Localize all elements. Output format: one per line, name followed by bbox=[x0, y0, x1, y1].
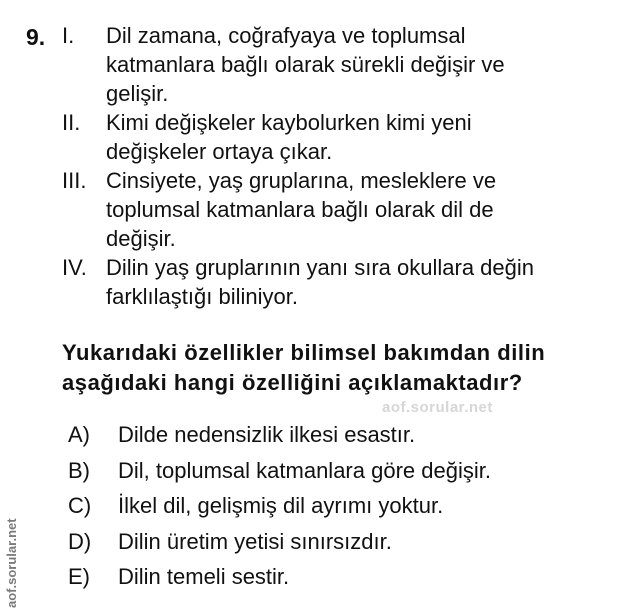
statement-1 bbox=[62, 21, 622, 108]
statement-line: Dilin yaş gruplarının yanı sıra okullara değin bbox=[106, 255, 535, 280]
question-stem bbox=[62, 338, 627, 398]
statement-line: değişir. bbox=[106, 226, 176, 251]
statement-line: Kimi değişkeler kaybolurken kimi yeni bbox=[106, 110, 472, 135]
option-d[interactable] bbox=[68, 528, 588, 564]
question-stem-line: aşağıdaki hangi özelliğini açıklamaktadır? bbox=[62, 370, 523, 395]
statement-4 bbox=[62, 253, 622, 311]
statement-numeral: III. bbox=[62, 168, 87, 193]
option-text: İlkel dil, gelişmiş dil ayrımı yoktur. bbox=[118, 493, 444, 518]
statement-numeral: IV. bbox=[62, 255, 87, 280]
statement-line: toplumsal katmanlara bağlı olarak dil de bbox=[106, 197, 494, 222]
option-letter: A) bbox=[68, 422, 90, 447]
option-text: Dilin temeli sestir. bbox=[118, 564, 290, 589]
statement-numeral: I. bbox=[62, 23, 75, 48]
option-a[interactable] bbox=[68, 421, 588, 457]
option-c[interactable] bbox=[68, 492, 588, 528]
statement-text bbox=[106, 253, 622, 311]
option-letter: C) bbox=[68, 493, 92, 518]
statement-2 bbox=[62, 108, 622, 166]
option-text: Dilde nedensizlik ilkesi esastır. bbox=[118, 422, 416, 447]
question-number: 9. bbox=[26, 24, 46, 50]
statement-numeral: II. bbox=[62, 110, 81, 135]
statement-line: Dil zamana, coğrafyaya ve toplumsal bbox=[106, 23, 466, 48]
option-letter: E) bbox=[68, 564, 90, 589]
question-stem-line: Yukarıdaki özellikler bilimsel bakımdan dilin bbox=[62, 340, 546, 365]
statement-line: katmanlara bağlı olarak sürekli değişir ve bbox=[106, 52, 505, 77]
option-letter: D) bbox=[68, 528, 92, 554]
side-watermark: aof.sorular.net bbox=[4, 518, 19, 608]
statement-list bbox=[62, 21, 622, 311]
statement-3 bbox=[62, 166, 622, 253]
statement-line: Cinsiyete, yaş gruplarına, mesleklere ve bbox=[106, 168, 497, 193]
statement-text bbox=[106, 108, 622, 166]
option-letter: B) bbox=[68, 457, 90, 483]
watermark: aof.sorular.net bbox=[382, 399, 493, 416]
statement-text bbox=[106, 21, 622, 108]
option-e[interactable] bbox=[68, 563, 588, 599]
option-text: Dil, toplumsal katmanlara göre değişir. bbox=[118, 457, 491, 483]
statement-line: değişkeler ortaya çıkar. bbox=[106, 139, 333, 164]
answer-options bbox=[68, 421, 588, 599]
option-text: Dilin üretim yetisi sınırsızdır. bbox=[118, 528, 392, 554]
statement-line: farklılaştığı biliniyor. bbox=[106, 284, 298, 309]
statement-text bbox=[106, 166, 622, 253]
option-b[interactable] bbox=[68, 457, 588, 493]
statement-line: gelişir. bbox=[106, 81, 169, 106]
